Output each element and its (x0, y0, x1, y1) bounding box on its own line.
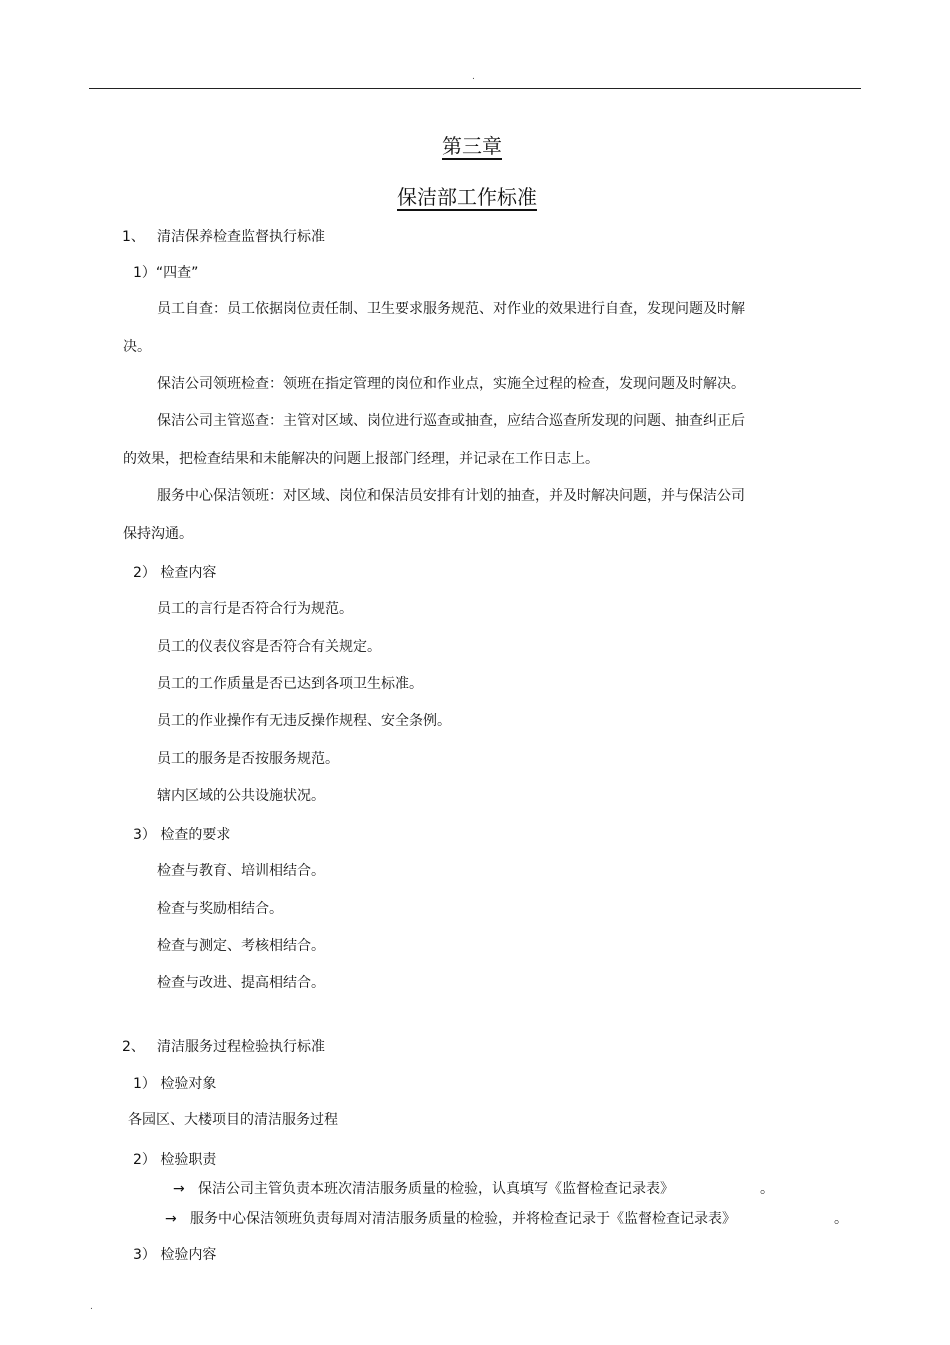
section2-number: 2、 (122, 1039, 145, 1055)
page-title: 保洁部工作标准 (397, 185, 537, 209)
list-item: 检查与教育、培训相结合。 (157, 863, 325, 879)
list-item: 员工的作业操作有无违反操作规程、安全条例。 (157, 713, 451, 729)
section1-sub3-label: 3） 检查的要求 (133, 827, 231, 843)
list-item: 检查与测定、考核相结合。 (157, 938, 325, 954)
chapter-heading: 第三章 (442, 134, 502, 158)
list-item: 辖内区域的公共设施状况。 (157, 788, 325, 804)
section1-title: 清洁保养检查监督执行标准 (157, 229, 325, 245)
section2-title: 清洁服务过程检验执行标准 (157, 1039, 325, 1055)
list-item: 员工的工作质量是否已达到各项卫生标准。 (157, 676, 423, 692)
arrow-icon: → (173, 1181, 185, 1197)
paragraph-service-center: 服务中心保洁领班：对区域、岗位和保洁员安排有计划的抽查，并及时解决问题，并与保洁公司 (157, 488, 745, 504)
section1-sub1-label: 1）“四查” (133, 265, 199, 281)
header-dot: . (472, 72, 475, 82)
list-item: 员工的服务是否按服务规范。 (157, 751, 339, 767)
paragraph-foreman-check: 保洁公司领班检查：领班在指定管理的岗位和作业点，实施全过程的检查，发现问题及时解决。 (157, 376, 745, 392)
duty-line-supervisor: 保洁公司主管负责本班次清洁服务质量的检验，认真填写《监督检查记录表》 (198, 1181, 674, 1197)
paragraph-service-center-cont: 保持沟通。 (123, 526, 193, 542)
list-item: 检查与改进、提高相结合。 (157, 975, 325, 991)
paragraph-supervisor-patrol-cont: 的效果，把检查结果和未能解决的问题上报部门经理，并记录在工作日志上。 (123, 451, 599, 467)
section2-sub2-label: 2） 检验职责 (133, 1152, 217, 1168)
footer-dot: . (90, 1302, 93, 1312)
list-item: 检查与奖励相结合。 (157, 901, 283, 917)
list-item: 员工的仪表仪容是否符合有关规定。 (157, 639, 381, 655)
section2-sub3-label: 3） 检验内容 (133, 1247, 217, 1263)
duty-line-foreman-end: 。 (834, 1211, 848, 1227)
duty-line-supervisor-end: 。 (760, 1181, 774, 1197)
list-item: 员工的言行是否符合行为规范。 (157, 601, 353, 617)
inspection-target-text: 各园区、大楼项目的清洁服务过程 (128, 1112, 338, 1128)
section1-number: 1、 (122, 229, 145, 245)
section2-sub1-label: 1） 检验对象 (133, 1076, 217, 1092)
paragraph-supervisor-patrol: 保洁公司主管巡查：主管对区域、岗位进行巡查或抽查，应结合巡查所发现的问题、抽查纠正后 (157, 413, 745, 429)
paragraph-self-check: 员工自查：员工依据岗位责任制、卫生要求服务规范、对作业的效果进行自查，发现问题及时解 (157, 301, 745, 317)
section1-sub2-label: 2） 检查内容 (133, 565, 217, 581)
header-rule (89, 88, 861, 89)
paragraph-self-check-cont: 决。 (123, 339, 151, 355)
duty-line-foreman: 服务中心保洁领班负责每周对清洁服务质量的检验，并将检查记录于《监督检查记录表》 (190, 1211, 736, 1227)
arrow-icon: → (165, 1211, 177, 1227)
